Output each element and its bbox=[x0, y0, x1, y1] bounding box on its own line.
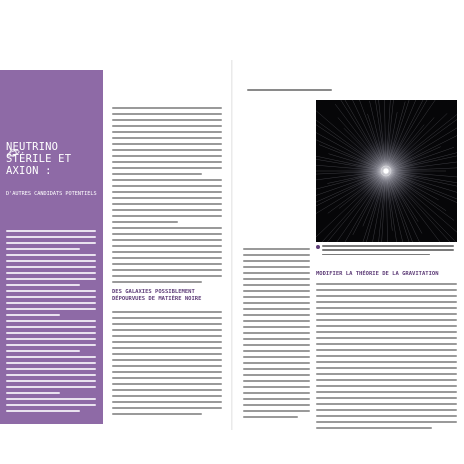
starburst-graphic bbox=[316, 100, 457, 242]
left-section-heading: DES GALAXIES POSSIBLEMENT DÉPOURVUES DE MATIÈRE NOIRE bbox=[112, 289, 202, 302]
image-caption bbox=[322, 245, 454, 258]
right-section-heading: MODIFIER LA THÉORIE DE LA GRAVITATION bbox=[316, 271, 439, 277]
sidebar-body-text bbox=[6, 230, 96, 380]
sidebar-panel bbox=[0, 70, 103, 424]
right-body-text-col2 bbox=[316, 283, 457, 433]
left-body-text-top bbox=[112, 107, 222, 287]
galaxy-lensing-image bbox=[316, 100, 457, 242]
caption-marker bbox=[316, 245, 320, 249]
book-gutter bbox=[231, 60, 233, 430]
running-head bbox=[247, 89, 387, 93]
sidebar-subtitle: D'AUTRES CANDIDATS POTENTIELS bbox=[6, 191, 97, 197]
left-body-text-bottom bbox=[112, 311, 222, 419]
right-body-text-col1 bbox=[243, 248, 310, 422]
sidebar-title: NEUTRINO STÉRILE ET AXION : bbox=[6, 141, 72, 177]
